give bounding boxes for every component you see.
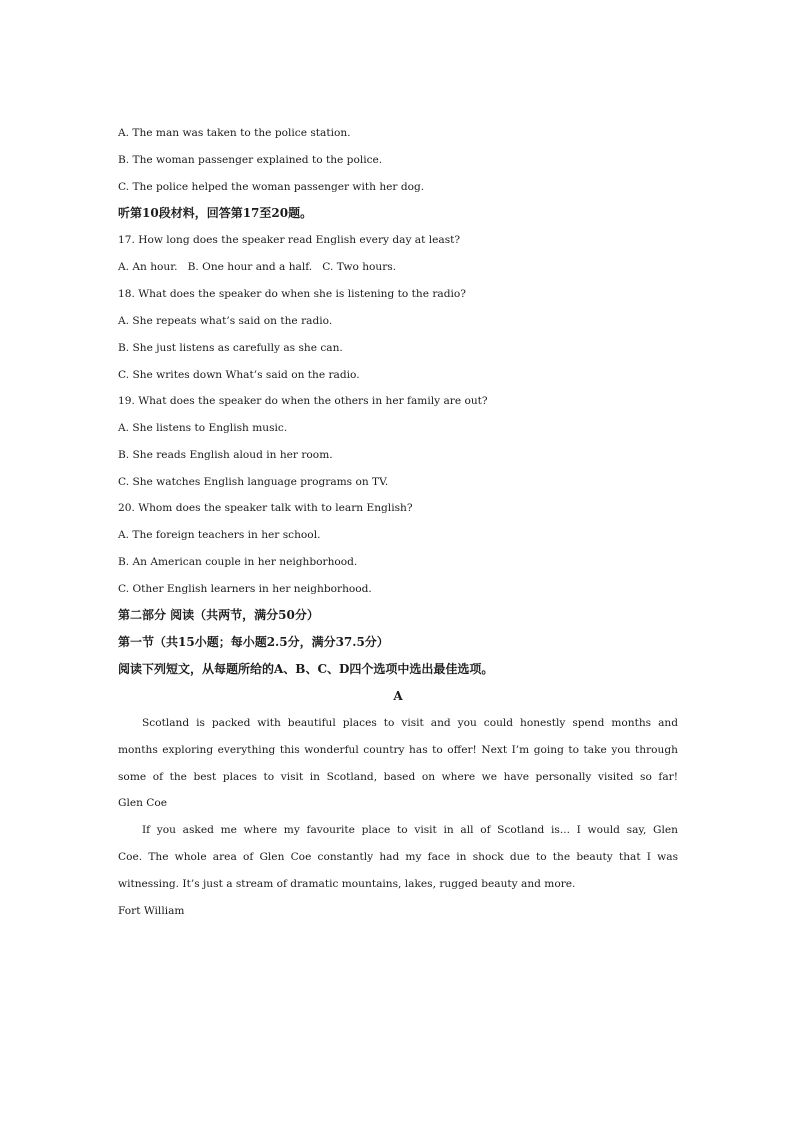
q16-option-b: B. The woman passenger explained to the police. [118,154,383,166]
reading-instructions: 阅读下列短文，从每题所给的A、B、C、D四个选项中选出最佳选项。 [118,662,494,676]
q18-option-b: B. She just listens as carefully as she can. [118,342,343,354]
q18-stem: 18. What does the speaker do when she is listening to the radio? [118,288,466,300]
q17-stem: 17. How long does the speaker read English every day at least? [118,234,461,246]
glen-coe-line-1: If you asked me where my favourite place to visit in all of Scotland is... I would say, Glen [142,824,678,836]
q19-option-b: B. She reads English aloud in her room. [118,449,333,461]
heading-fort-william: Fort William [118,905,185,917]
q16-option-c: C. The police helped the woman passenger with her dog. [118,181,425,193]
section10-header: 听第10段材料，回答第17至20题。 [118,206,313,220]
q19-stem: 19. What does the speaker do when the others in her family are out? [118,395,488,407]
q16-option-a: A. The man was taken to the police station. [118,127,351,139]
q20-stem: 20. Whom does the speaker talk with to learn English? [118,502,413,514]
q17-options: A. An hour. B. One hour and a half. C. Two hours. [118,261,397,273]
part2-title: 第二部分 阅读（共两节，满分50分） [118,608,319,622]
passage-intro-line-1: Scotland is packed with beautiful places to visit and you could honestly spend months and [142,717,678,729]
passage-intro-line-3: some of the best places to visit in Scotland, based on where we have personally visited so far! [118,771,678,783]
passage-label: A [393,689,403,703]
q19-option-a: A. She listens to English music. [118,422,288,434]
section1-title: 第一节（共15小题；每小题2.5分，满分37.5分） [118,635,389,649]
heading-glen-coe: Glen Coe [118,797,168,809]
q20-option-c: C. Other English learners in her neighborhood. [118,583,372,595]
q18-option-c: C. She writes down What’s said on the radio. [118,369,360,381]
q19-option-c: C. She watches English language programs on TV. [118,476,389,488]
q20-option-b: B. An American couple in her neighborhood. [118,556,358,568]
q20-option-a: A. The foreign teachers in her school. [118,529,321,541]
q18-option-a: A. She repeats what’s said on the radio. [118,315,333,327]
glen-coe-line-3: witnessing. It’s just a stream of dramatic mountains, lakes, rugged beauty and more. [118,878,576,890]
passage-intro-line-2: months exploring everything this wonderful country has to offer! Next I’m going to take you through [118,744,678,756]
glen-coe-line-2: Coe. The whole area of Glen Coe constantly had my face in shock due to the beauty that I was [118,851,678,863]
